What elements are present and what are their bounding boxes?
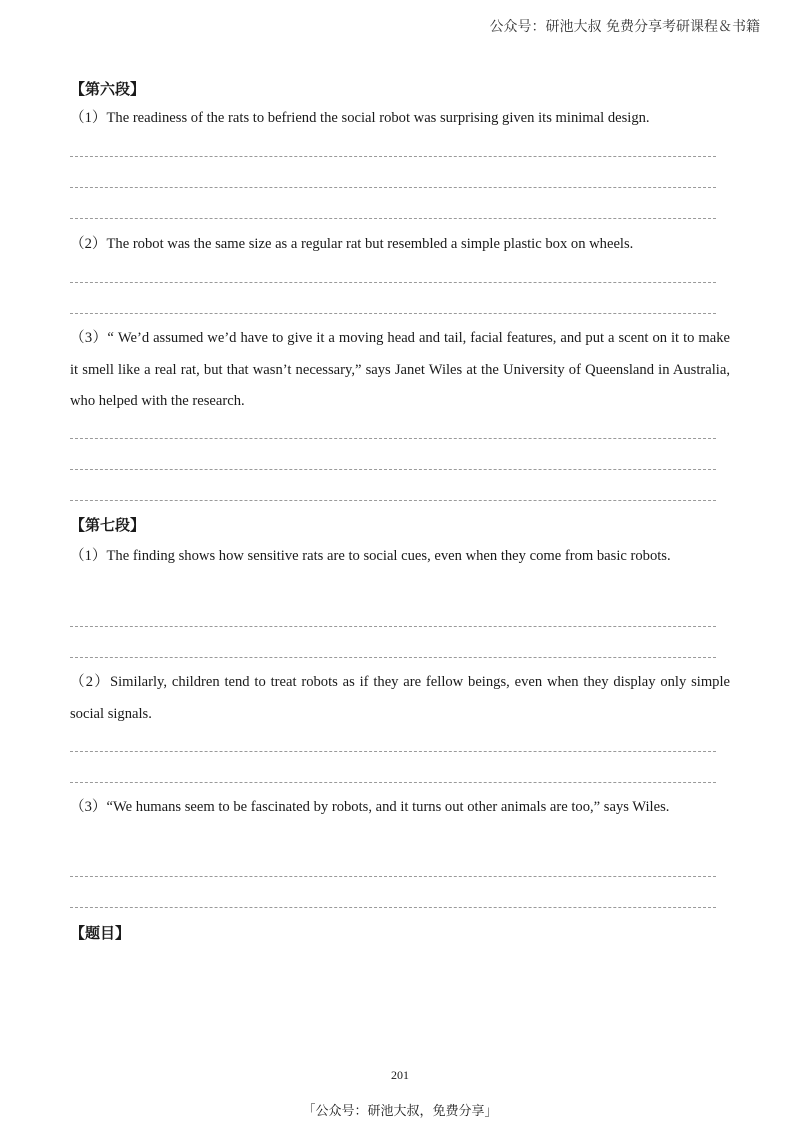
section-title-questions: 【题目】	[70, 924, 131, 942]
answer-line	[70, 218, 716, 219]
answer-line	[70, 626, 716, 627]
paragraph-7-1: （1）The finding shows how sensitive rats are to social cues, even when they come from basic robots.	[70, 548, 671, 564]
answer-line	[70, 313, 716, 314]
answer-line	[70, 469, 716, 470]
paragraph-6-3: （3）“ We’d assumed we’d have to give it a moving head and tail, facial features, and put a scent on it to make it smell like a real rat, but that wasn’t necessary,” says Janet Wiles at the University of Queensland in Australia, who helped with the research.	[70, 330, 730, 409]
answer-line	[70, 876, 716, 877]
answer-line	[70, 751, 716, 752]
page-footer: 「公众号：研池大叔，免费分享」	[302, 1104, 498, 1119]
paragraph-6-1: （1）The readiness of the rats to befriend the social robot was surprising given its minimal design.	[70, 110, 650, 126]
answer-line	[70, 187, 716, 188]
answer-line	[70, 500, 716, 501]
section-title-7: 【第七段】	[70, 516, 146, 534]
paragraph-7-3: （3）“We humans seem to be fascinated by robots, and it turns out other animals are too,” says Wiles.	[70, 799, 670, 815]
paragraph-7-2: （2）Similarly, children tend to treat robots as if they are fellow beings, even when they display only simple social signals.	[70, 674, 730, 722]
section-title-6: 【第六段】	[70, 80, 146, 98]
answer-line	[70, 907, 716, 908]
answer-line	[70, 438, 716, 439]
answer-line	[70, 782, 716, 783]
answer-line	[70, 156, 716, 157]
page-number: 201	[391, 1068, 409, 1082]
answer-line	[70, 657, 716, 658]
page-header: 公众号：研池大叔 免费分享考研课程＆书籍	[489, 19, 760, 35]
paragraph-6-2: （2）The robot was the same size as a regular rat but resembled a simple plastic box on wheels.	[70, 236, 634, 252]
answer-line	[70, 282, 716, 283]
